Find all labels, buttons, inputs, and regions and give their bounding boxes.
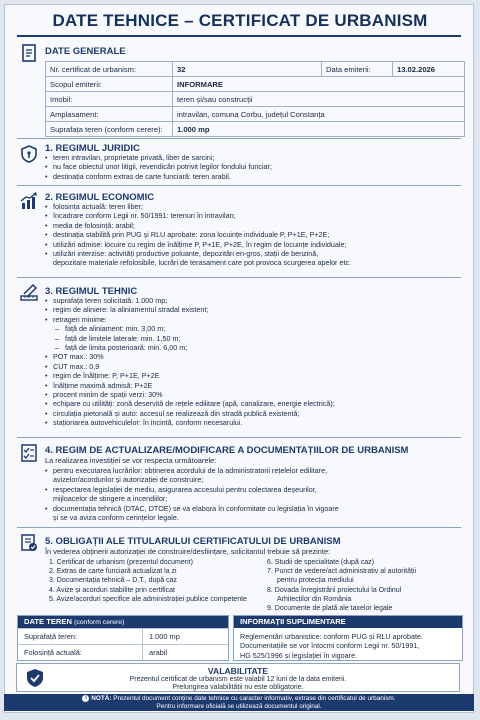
list-item: 7. Punct de vedere/act administrativ al autorității <box>267 568 417 576</box>
list-subitem: – față de limita posterioară: min. 6,00 m; <box>45 343 465 352</box>
list-item: • media de folosință: arabil; <box>45 221 465 230</box>
table-row <box>46 92 465 107</box>
actualizare-list <box>45 466 465 522</box>
row-value: intravilan, comuna Corbu, județul Constanța <box>173 107 465 122</box>
table-row <box>46 107 465 122</box>
section-heading-juridic: 1. REGIMUL JURIDIC <box>45 143 140 154</box>
info-icon: i <box>82 695 89 702</box>
document-icon <box>19 43 39 63</box>
list-item: • destinația stabilită prin PUG și RLU aprobate: zona locuințe individuale P, P+1E, P+2E; <box>45 230 465 239</box>
info-line: Reglementări urbanistice: conform PUG și RLU aprobate. <box>240 632 423 641</box>
list-item: • încadrare conform Legii nr. 50/1991: terenuri în intravilan; <box>45 211 465 220</box>
date-teren-note: (conform cerere) <box>74 619 125 626</box>
valabilitate-box <box>16 663 460 692</box>
title-divider <box>17 35 461 37</box>
info-suplimentare-heading: INFORMAȚII SUPLIMENTARE <box>234 616 462 628</box>
chart-growth-icon <box>19 191 39 211</box>
note-text-1: Prezentul document conține date tehnice cu caracter informativ, extrase din certificatul de urbanism. <box>113 695 396 703</box>
info-suplimentare-text <box>234 628 462 660</box>
row-label: Scopul emiterii: <box>46 77 173 92</box>
pencil-ruler-icon <box>19 283 39 303</box>
list-item: pentru protecția mediului <box>277 577 354 585</box>
obligatii-left-column <box>49 558 247 604</box>
row-value: 1.000 mp <box>143 629 229 645</box>
table-row <box>18 629 228 645</box>
list-item: • procent minim de spații verzi: 30% <box>45 390 465 399</box>
section-divider <box>17 527 461 528</box>
list-item: 2. Extras de carte funciară actualizat la zi <box>49 568 177 576</box>
list-item: • circulația pietonală și auto: accesul se realizează din stradă publică existentă; <box>45 409 465 418</box>
row-label: Imobil: <box>46 92 173 107</box>
nr-label: Nr. certificat de urbanism: <box>46 62 173 77</box>
list-item: • folosința actuală: teren liber; <box>45 202 465 211</box>
obligatii-intro: În vederea obținerii autorizației de construire/desființare, solicitantul trebuie să prezinte: <box>45 547 331 556</box>
document-title: DATE TEHNICE – CERTIFICAT DE URBANISM <box>52 11 428 30</box>
general-data-table <box>45 61 465 137</box>
info-line: HG 525/1996 și legislației în vigoare. <box>240 650 358 660</box>
section-heading-obligatii: 5. OBLIGAȚII ALE TITULARULUI CERTIFICATULUI DE URBANISM <box>45 536 341 547</box>
table-row <box>18 645 228 661</box>
valabilitate-line1: Prezentul certificat de urbanism este valabil 12 luni de la data emiterii. <box>129 676 347 683</box>
list-item: • POT max.: 30% <box>45 352 465 361</box>
info-suplimentare-box <box>233 615 463 661</box>
list-item: 4. Avize și acorduri stabilite prin certificat <box>49 586 175 594</box>
table-row <box>46 77 465 92</box>
obligatii-right-column <box>267 558 416 613</box>
note-label: NOTĂ: <box>91 695 112 703</box>
list-item: avizelor/acordurilor și autorizației de construire; <box>53 475 204 485</box>
economic-list <box>45 202 465 268</box>
list-item: • retrageri minime: <box>45 315 465 324</box>
section-heading-tehnic: 3. REGIMUL TEHNIC <box>45 286 138 297</box>
row-label: Suprafața teren (conform cerere): <box>46 122 173 137</box>
list-item: 8. Dovada înregistrării proiectului la Ordinul <box>267 586 402 594</box>
list-item: depozitare materiale refolosibile, lucrări de terasament care pot provoca scurgerea apelor etc. <box>53 258 352 268</box>
list-item: • teren intravilan, proprietate privată, liber de sarcini; <box>45 153 465 162</box>
list-item: • utilizări interzise: activități productive poluante, depozitări en-gros, stații de benzină, <box>45 249 465 258</box>
list-item: 9. Documente de plată ale taxelor legale <box>267 605 393 613</box>
valabilitate-heading: VALABILITATE <box>207 666 269 676</box>
list-item: • documentația tehnică (DTAC, DTOE) se va elabora în conformitate cu legislația în vigoare <box>45 504 465 513</box>
row-label: Amplasament: <box>46 107 173 122</box>
section-divider <box>17 277 461 278</box>
date-teren-box <box>17 615 229 661</box>
data-label: Data emiterii: <box>322 62 393 77</box>
section-divider <box>17 138 461 139</box>
list-subitem: – față de limitele laterale: min. 1,50 m; <box>45 334 465 343</box>
list-item: mijloacelor de stingere a incendiilor; <box>53 494 168 504</box>
tehnic-list <box>45 296 465 428</box>
list-item: și se va aviza conform cerințelor legale. <box>53 513 179 523</box>
footer-note <box>4 694 474 711</box>
list-subitem: – față de aliniament: min. 3,00 m; <box>45 324 465 333</box>
actualizare-intro: La realizarea investiției se vor respecta următoarele: <box>45 456 217 465</box>
list-item: • pentru executarea lucrărilor: obținerea acordului de la administratorii rețelelor edilitare, <box>45 466 465 475</box>
footer-note-line1 <box>4 695 474 703</box>
list-item: • înălțime maximă admisă: P+2E <box>45 381 465 390</box>
list-item: Arhitecților din România <box>277 595 352 603</box>
list-item: 3. Documentația tehnică – D.T., după caz <box>49 577 178 585</box>
list-item: • nu face obiectul unor litigii, revendicări potrivit legilor fondului funciar; <box>45 162 465 171</box>
list-item: • echipare cu utilități: zonă deservită de rețele edilitare (apă, canalizare, energie electrică); <box>45 399 465 408</box>
checklist-icon <box>19 443 39 463</box>
document-page <box>4 4 474 713</box>
valabilitate-line2: Prelungirea valabilității nu este obligatorie. <box>172 684 304 691</box>
row-label: Folosință actuală: <box>18 645 143 661</box>
list-item: • respectarea legislației de mediu, asigurarea accesului pentru colectarea deșeurilor, <box>45 485 465 494</box>
row-label: Suprafață teren: <box>18 629 143 645</box>
row-value: 1.000 mp <box>173 122 465 137</box>
section-heading-actualizare: 4. REGIM DE ACTUALIZARE/MODIFICARE A DOCUMENTAȚIILOR DE URBANISM <box>45 445 409 456</box>
section-heading-date-generale: DATE GENERALE <box>45 46 126 57</box>
row-value: teren și/sau construcții <box>173 92 465 107</box>
date-teren-heading <box>18 616 228 628</box>
info-line: Documentațiile se vor întocmi conform Legii nr. 50/1991, <box>240 641 420 651</box>
table-row <box>46 62 465 77</box>
list-item: 5. Avize/acorduri specifice ale administrației publice competente <box>49 595 247 603</box>
list-item: • destinația conform extras de carte funciară: teren arabil. <box>45 172 465 181</box>
list-item: • utilizări admise: locuire cu regim de înălțime P, P+1E, P+2E, în regim de locuințe individuale; <box>45 240 465 249</box>
date-teren-title: DATE TEREN <box>24 617 72 626</box>
note-text-2: Pentru informare oficială se utilizează documentul original. <box>156 703 322 711</box>
row-value: arabil <box>143 645 229 661</box>
list-item: • suprafața teren solicitată: 1.000 mp; <box>45 296 465 305</box>
list-item: • regim de înălțime: P, P+1E, P+2E <box>45 371 465 380</box>
section-divider <box>17 437 461 438</box>
nr-value: 32 <box>173 62 322 77</box>
document-check-icon <box>19 533 39 553</box>
data-value: 13.02.2026 <box>393 62 465 77</box>
table-row <box>46 122 465 137</box>
date-teren-table <box>18 628 228 660</box>
section-divider <box>17 185 461 186</box>
list-item: • staționarea autovehiculelor: în incintă, conform necesarului. <box>45 418 465 427</box>
section-heading-economic: 2. REGIMUL ECONOMIC <box>45 192 155 203</box>
list-item: • regim de aliniere: la aliniamentul stradal existent; <box>45 305 465 314</box>
shield-icon <box>19 144 39 164</box>
list-item: 6. Studii de specialitate (după caz) <box>267 559 375 566</box>
list-item: • CUT max.: 0,9 <box>45 362 465 371</box>
list-item: 1. Certificat de urbanism (prezentul document) <box>49 559 193 566</box>
juridic-list <box>45 153 465 181</box>
row-value: INFORMARE <box>173 77 465 92</box>
